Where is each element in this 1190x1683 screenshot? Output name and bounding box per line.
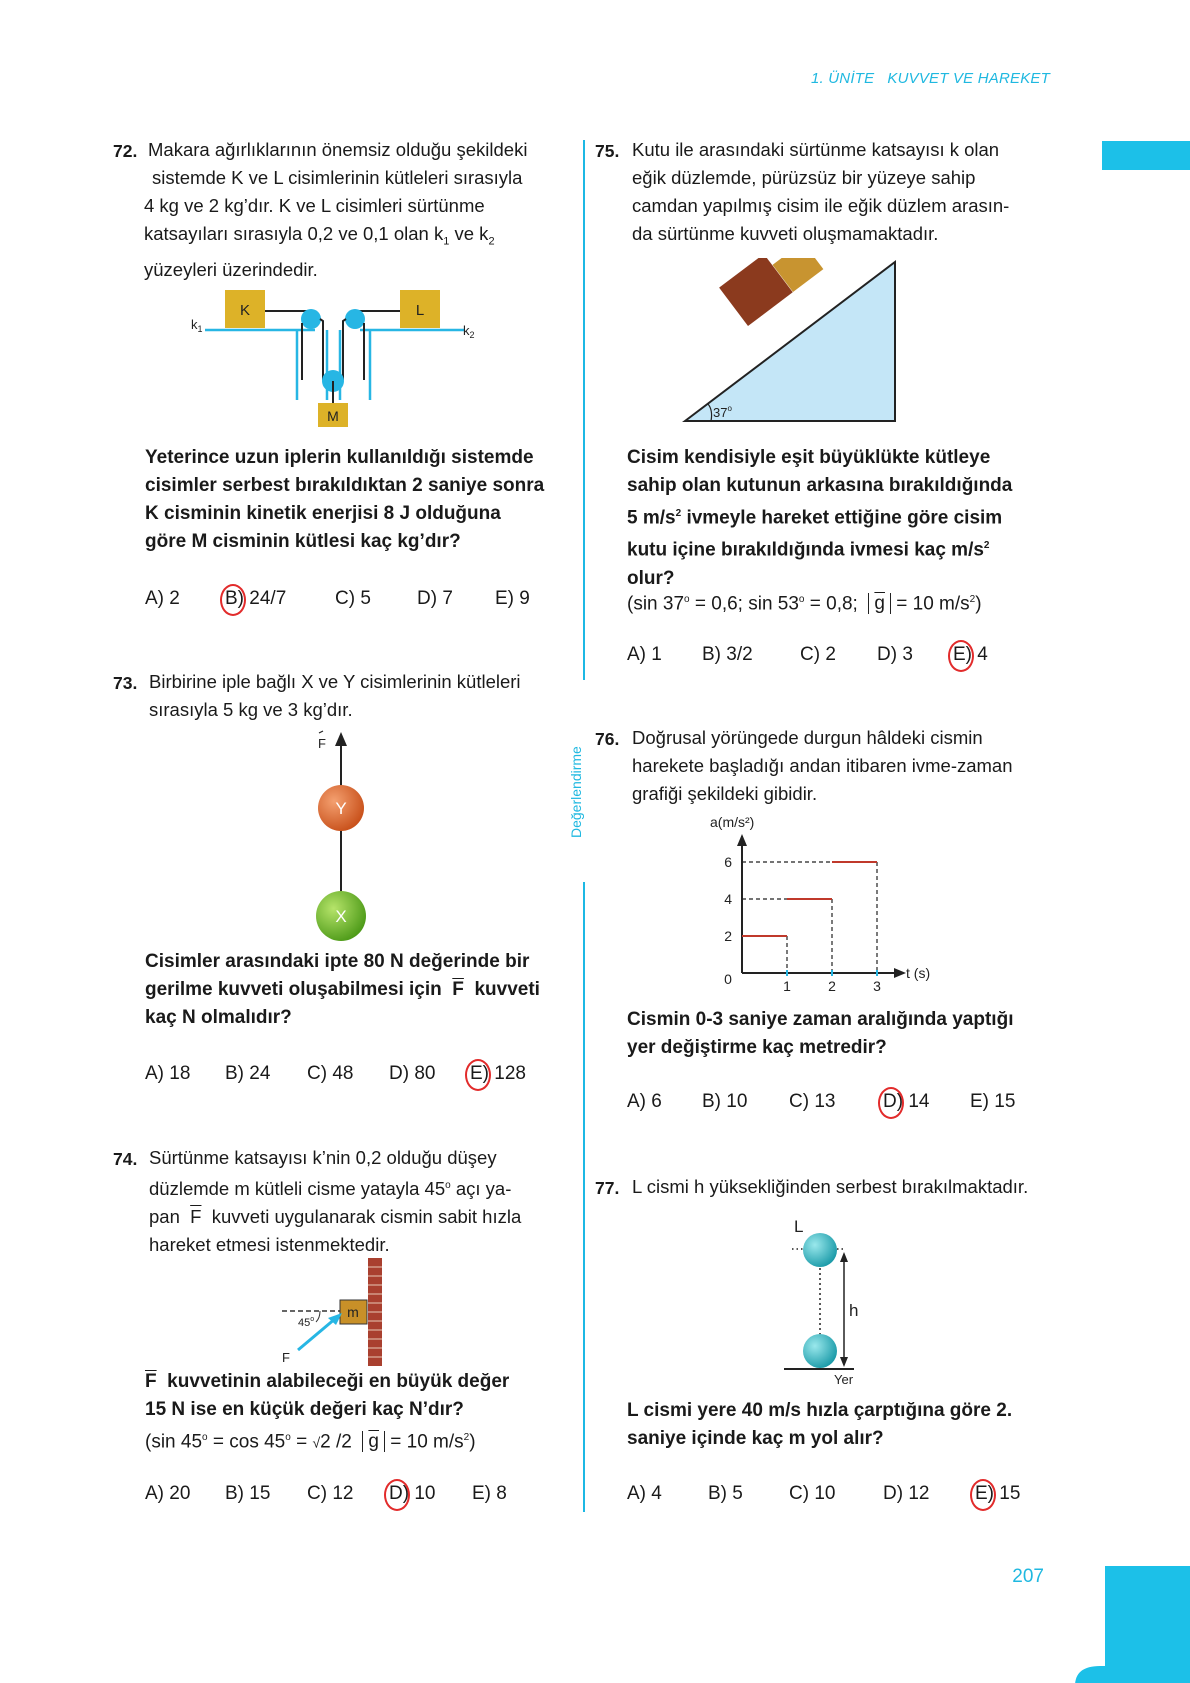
choice-a[interactable]: A) 2 (145, 588, 180, 609)
page-header (811, 70, 1050, 87)
answer-circle (970, 1479, 996, 1511)
question-75-given: (sin $37^o = 0,6$; $\sin 53^o = 0,8$; $\overline{g} = 10$ $m/s^2$) (627, 593, 982, 615)
choice-d[interactable]: D) 7 (417, 588, 453, 609)
prompt-line: sahip olan kutunun arkasına bırakıldığında (627, 475, 1013, 496)
label-k2: $k_2$ (463, 323, 475, 340)
answer-circle (465, 1059, 491, 1091)
choice-e[interactable]: E) 128 (470, 1063, 526, 1085)
prompt-line: kaç N olmalıdır? (145, 1007, 292, 1028)
stem-line: Birbirine iple bağlı X ve Y cisimlerinin kütleleri (149, 671, 521, 692)
choice-b[interactable]: B) 24/7 (225, 588, 286, 610)
xy-figure (300, 728, 380, 944)
choice-c[interactable]: C) 13 (789, 1091, 836, 1112)
stem-line: 4 kg ve 2 kg’dır. K ve L cisimleri sürtünme (144, 195, 485, 216)
choice-b[interactable]: B) 10 (702, 1091, 748, 1112)
stem-text: ve k (449, 223, 489, 244)
stem-line: eğik düzlemde, pürüzsüz bir yüzeye sahip (632, 167, 976, 188)
choice-d[interactable]: D) 3 (877, 644, 913, 665)
choice-c[interactable]: C) 48 (307, 1063, 354, 1084)
label-force: F (318, 736, 326, 751)
corner-decoration (1075, 1566, 1190, 1683)
question-72-prompt (145, 444, 575, 556)
page-number: 207 (1012, 1566, 1044, 1587)
answer-circle (384, 1479, 410, 1511)
choice-b[interactable]: B) 15 (225, 1483, 271, 1504)
label-y: Y (335, 799, 347, 818)
height-arrow-top (840, 1252, 848, 1262)
prompt-line: göre M cisminin kütlesi kaç kg’dır? (145, 531, 461, 552)
pulley-right (345, 309, 365, 329)
choice-c[interactable]: C) 2 (800, 644, 836, 665)
stem-line: harekete başladığı andan itibaren ivme-zaman (632, 755, 1013, 776)
origin-label: 0 (724, 971, 732, 987)
prompt-line: cisimler serbest bırakıldıktan 2 saniye sonra (145, 475, 545, 496)
choice-a[interactable]: A) 6 (627, 1091, 662, 1112)
prompt-line: L cismi yere 40 m/s hızla çarptığına göre 2. (627, 1400, 1013, 1421)
choice-d[interactable]: D) 80 (389, 1063, 436, 1084)
section-side-label: Değerlendirme (568, 746, 584, 838)
choice-c[interactable]: C) 10 (789, 1483, 836, 1504)
label-l: L (794, 1217, 804, 1236)
side-tab (1102, 141, 1190, 170)
prompt-line: 5 $m/s^2$ ivmeyle hareket ettiğine göre cisim (627, 507, 1003, 529)
force-symbol: $\overline{F}$ (452, 979, 464, 1000)
prompt-line: Cisimler arasındaki ipte 80 N değerinde bir (145, 951, 530, 972)
prompt-line: $\overline{F}$ kuvvetinin alabileceği en büyük değer (145, 1371, 510, 1392)
acceleration-time-chart (700, 808, 960, 998)
question-number: 72. (113, 141, 138, 161)
x-tick-label: 1 (783, 978, 791, 994)
stem-line: Doğrusal yörüngede durgun hâldeki cismin (632, 727, 983, 748)
question-75-prompt (627, 444, 1067, 593)
question-77-prompt (627, 1397, 1067, 1453)
prompt-line: olur? (627, 567, 675, 589)
choice-a[interactable]: A) 1 (627, 644, 662, 665)
x-tick-label: 2 (828, 978, 836, 994)
stem-line: grafiği şekildeki gibidir. (632, 783, 818, 804)
stem-line (144, 220, 578, 256)
y-tick-label: 6 (724, 854, 732, 870)
choice-e[interactable]: E) 15 (970, 1091, 1016, 1112)
choice-b[interactable]: B) 5 (708, 1483, 743, 1504)
answer-circle (878, 1087, 904, 1119)
prompt-line: 15 N ise en küçük değeri kaç N’dır? (145, 1399, 464, 1420)
prompt-line: yer değiştirme kaç metredir? (627, 1037, 887, 1058)
choice-b[interactable]: B) 24 (225, 1063, 271, 1084)
height-arrow-bottom (840, 1357, 848, 1367)
label-m: M (327, 408, 339, 424)
prompt-line: kutu içine bırakıldığında ivmesi kaç $m/s^2$ (627, 539, 990, 561)
label-kutu: Kutu (760, 313, 787, 328)
question-number: 76. (595, 729, 620, 749)
answer-circle (220, 584, 246, 616)
stem-line: pan $\overline{F}$ kuvveti uygulanarak cismin sabit hızla (149, 1206, 522, 1228)
label-angle: 37$^o$ (713, 404, 732, 420)
label-k1: $k_1$ (191, 317, 203, 334)
choice-d[interactable]: D) 14 (883, 1091, 929, 1113)
choice-e[interactable]: E) 4 (953, 644, 988, 666)
column-divider-top (583, 140, 585, 680)
prompt-line: K cisminin kinetik enerjisi 8 J olduğuna (145, 503, 501, 524)
prompt-line: saniye içinde kaç m yol alır? (627, 1428, 884, 1449)
stem-line: L cismi h yüksekliğinden serbest bırakılmaktadır. (632, 1176, 1029, 1197)
x-axis-label: t (s) (906, 965, 931, 981)
y-tick-label: 2 (724, 928, 732, 944)
stem-line: yüzeyleri üzerindedir. (144, 258, 318, 280)
choice-b[interactable]: B) 3/2 (702, 644, 753, 665)
stem-line: Makara ağırlıklarının önemsiz olduğu şekildeki (148, 139, 528, 160)
label-ground: Yer (834, 1372, 854, 1387)
stem-line: da sürtünme kuvveti oluşmamaktadır. (632, 223, 939, 244)
question-74-prompt (145, 1368, 575, 1424)
choice-a[interactable]: A) 20 (145, 1483, 191, 1504)
answer-circle (948, 640, 974, 672)
stem-text: katsayıları sırasıyla 0,2 ve 0,1 olan k (144, 223, 444, 244)
stem-line: düzlemde m kütleli cisme yatayla 45$^o$ açı ya- (149, 1178, 512, 1200)
label-l: L (415, 302, 425, 319)
unit-label: 1. ÜNİTE (811, 70, 875, 87)
unit-title: KUVVET VE HAREKET (887, 70, 1050, 87)
prompt-line: Cisim kendisiyle eşit büyüklükte kütleye (627, 447, 991, 468)
stem-line: Kutu ile arasındaki sürtünme katsayısı k olan (632, 139, 1000, 160)
choice-a[interactable]: A) 4 (627, 1483, 662, 1504)
choice-c[interactable]: C) 12 (307, 1483, 354, 1504)
question-number: 77. (595, 1178, 620, 1198)
free-fall-figure (780, 1212, 900, 1387)
stem-line: sırasıyla 5 kg ve 3 kg’dır. (149, 699, 353, 720)
choice-e[interactable]: E) 8 (472, 1483, 507, 1504)
question-73-prompt (145, 948, 575, 1032)
choice-d[interactable]: D) 12 (883, 1483, 930, 1504)
x-tick-label: 3 (873, 978, 881, 994)
prompt-line: Cismin 0-3 saniye zaman aralığında yaptığı (627, 1009, 1014, 1030)
stem-line: camdan yapılmış cisim ile eğik düzlem arasın- (632, 195, 1010, 216)
x-axis-arrow (894, 968, 906, 978)
incline-figure (680, 258, 905, 426)
choice-e[interactable]: E) 15 (975, 1483, 1020, 1505)
question-74-given: (sin $45^o = \cos 45^o = √2$ /2 $\overline{g} = 10$ $m/s^2$) (145, 1431, 476, 1453)
wall-figure (270, 1258, 390, 1368)
question-number: 74. (113, 1149, 138, 1169)
label-m: m (347, 1304, 359, 1320)
label-k: K (239, 302, 251, 319)
y-axis-arrow (737, 834, 747, 846)
label-x: X (335, 907, 347, 926)
ball-top (803, 1233, 837, 1267)
prompt-line: Yeterince uzun iplerin kullanıldığı sistemde (145, 447, 534, 468)
force-symbol: $\overline{F}$ (190, 1206, 202, 1228)
y-tick-label: 4 (724, 891, 732, 907)
prompt-line: gerilme kuvveti oluşabilmesi için $\overline{F}$ kuvveti (145, 979, 540, 1000)
label-h: h (849, 1301, 859, 1320)
question-number: 73. (113, 673, 138, 693)
choice-e[interactable]: E) 9 (495, 588, 530, 609)
force-arrow (335, 732, 347, 746)
y-axis-label: a(m/s²) (710, 814, 755, 830)
question-76-prompt (627, 1006, 1067, 1062)
label-force: F (282, 1350, 290, 1365)
choice-c[interactable]: C) 5 (335, 588, 371, 609)
label-angle: 45$^o$ (298, 1316, 315, 1329)
ball-bottom (803, 1334, 837, 1368)
question-number: 75. (595, 141, 620, 161)
subscript: 2 (488, 235, 495, 248)
pulley-figure (185, 285, 485, 430)
choice-a[interactable]: A) 18 (145, 1063, 191, 1084)
stem-line: Sürtünme katsayısı k’nin 0,2 olduğu düşey (149, 1147, 497, 1168)
label-cisim: Cisim (803, 284, 836, 299)
stem-line: hareket etmesi istenmektedir. (149, 1234, 390, 1256)
subscript: 1 (443, 235, 450, 248)
stem-line: sistemde K ve L cisimlerinin kütleleri sırasıyla (152, 167, 523, 188)
pulley-left (301, 309, 321, 329)
choice-d[interactable]: D) 10 (389, 1483, 435, 1505)
